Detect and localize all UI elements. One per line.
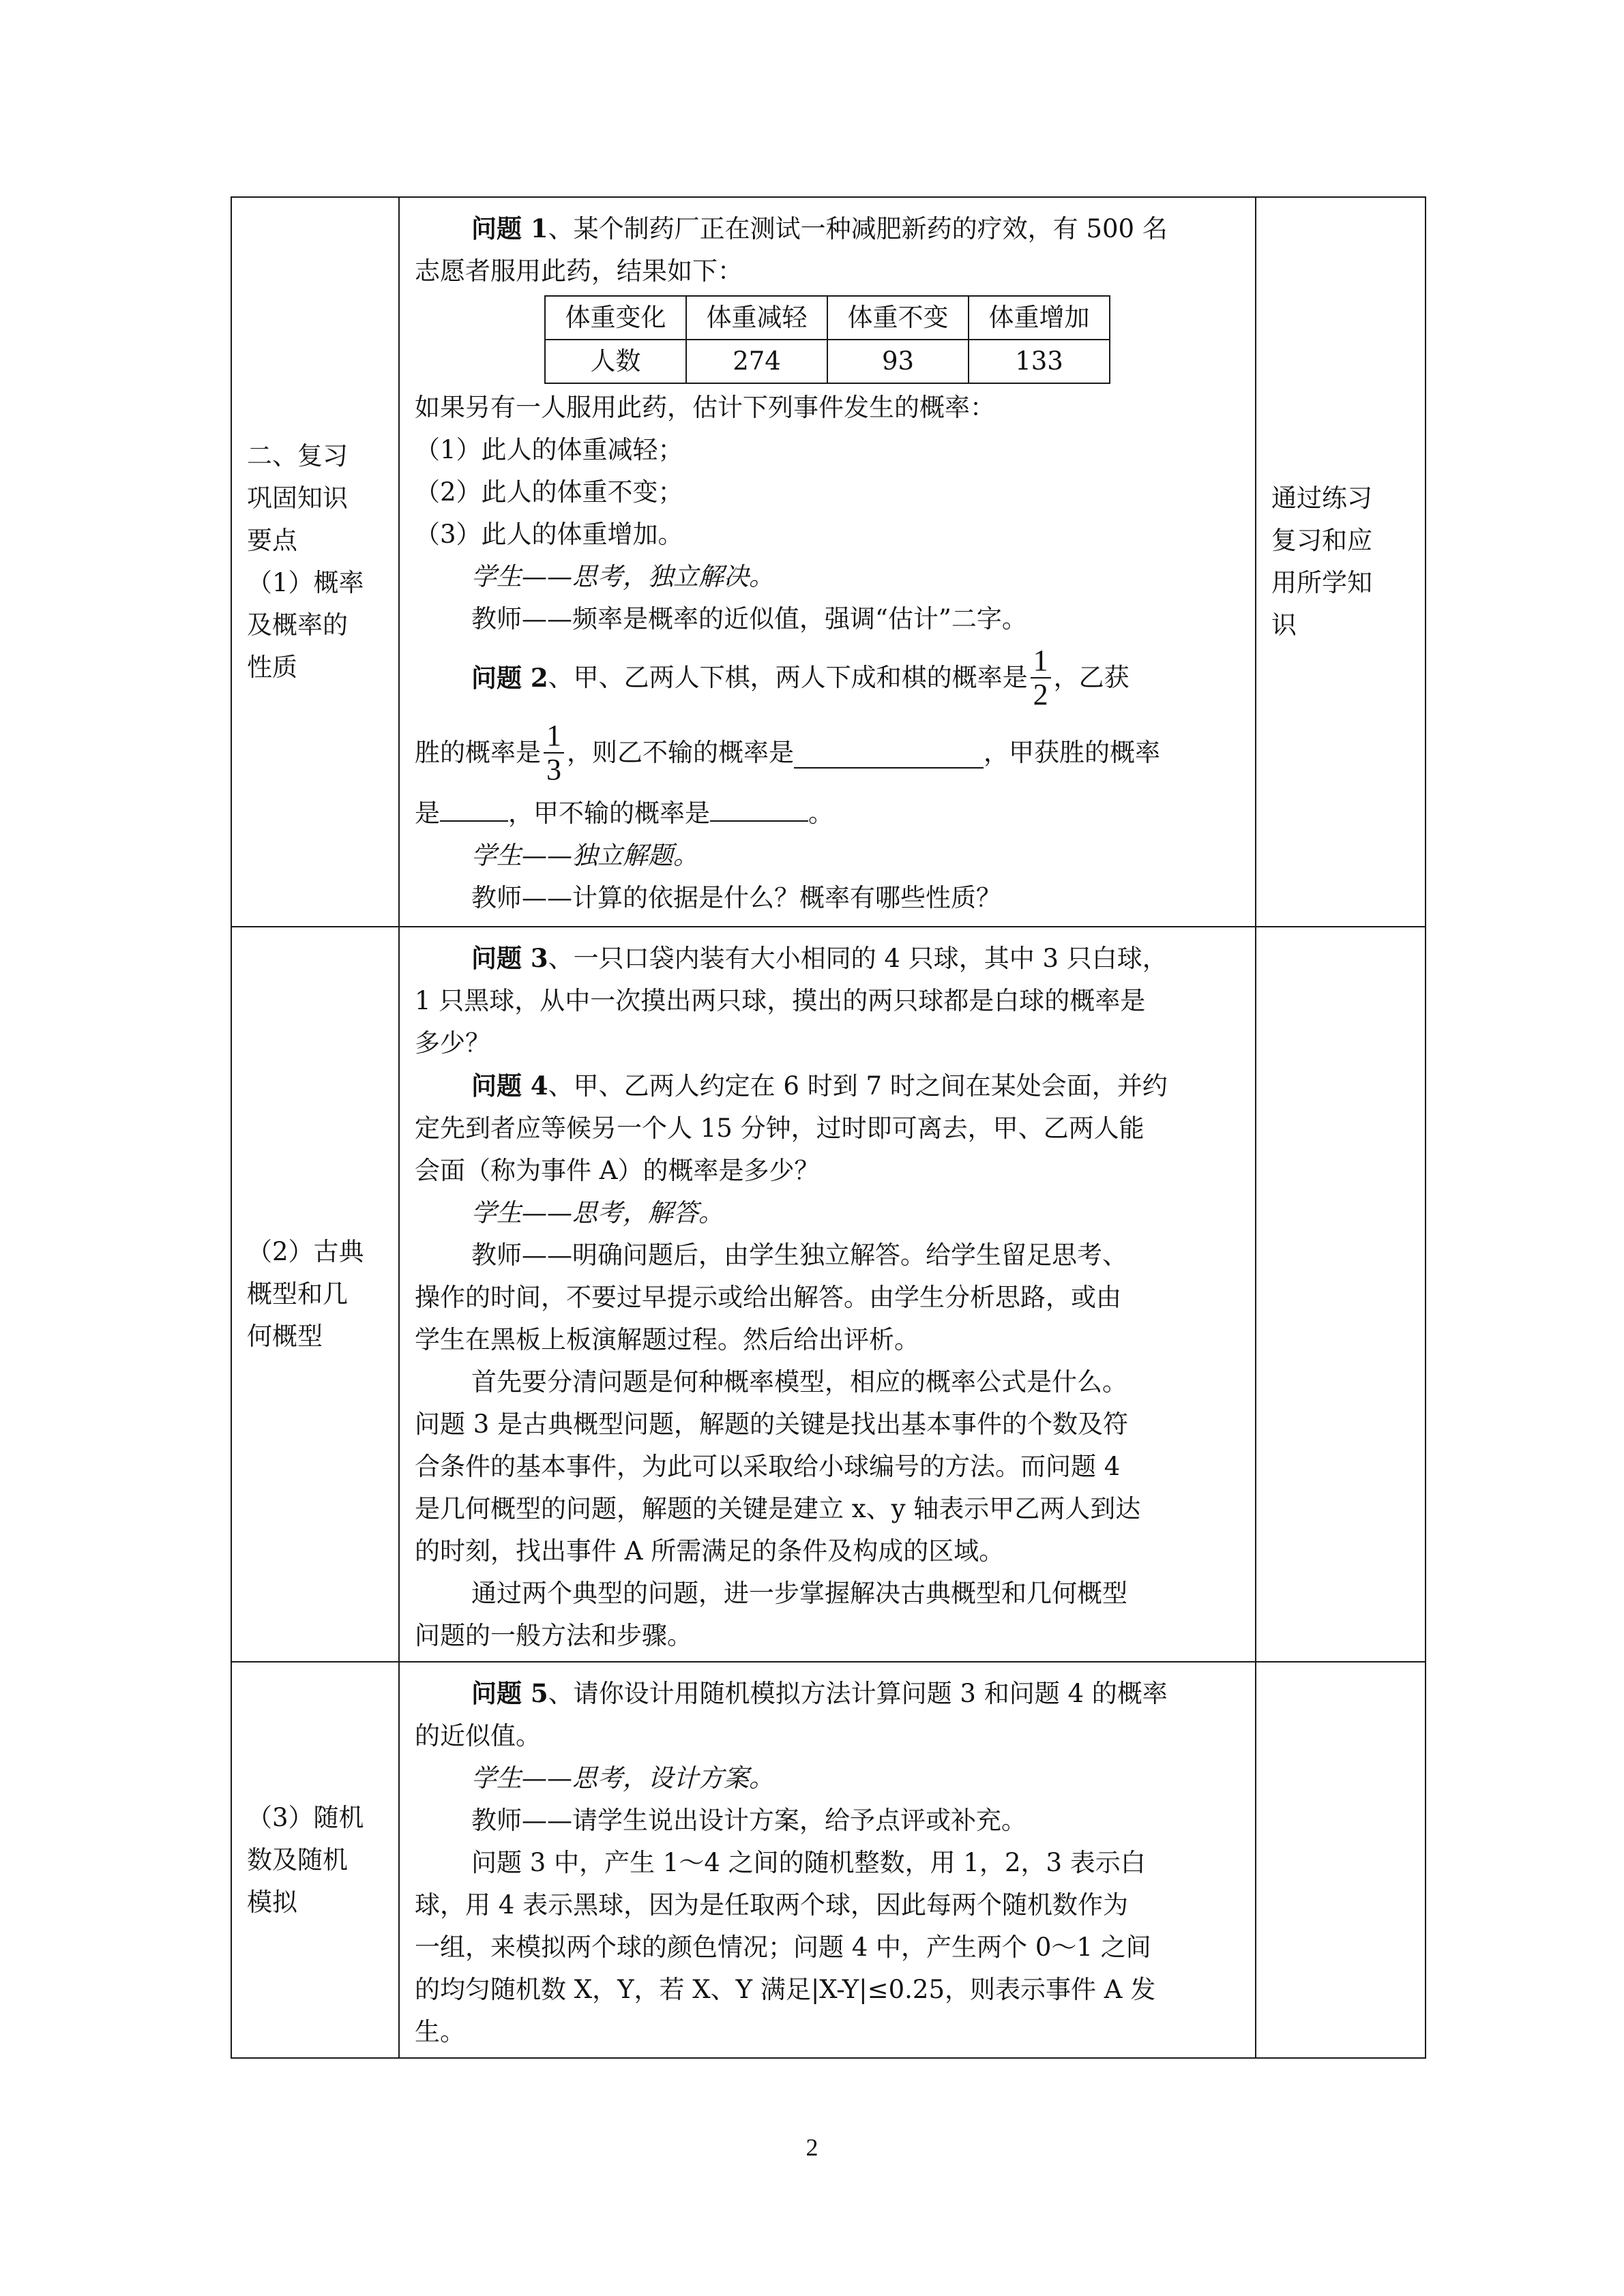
- table-row: [231, 1662, 1426, 2058]
- stage-line: 性质: [247, 653, 297, 682]
- q4-text: 、甲、乙两人约定在 6 时到 7 时之间在某处会面，并约: [548, 1071, 1168, 1101]
- q3-title: 问题 3: [471, 943, 548, 973]
- stage-line: （1）概率: [247, 568, 364, 597]
- q2-text: ，则乙不输的概率是: [567, 738, 794, 767]
- teacher-note: 学生在黑板上板演解题过程。然后给出评析。: [415, 1325, 919, 1354]
- q3-text: 、一只口袋内装有大小相同的 4 只球，其中 3 只白球，: [548, 944, 1168, 973]
- teacher-note: 教师——明确问题后，由学生独立解答。给学生留足思考、: [471, 1240, 1127, 1270]
- paragraph-line: 问题 3 中，产生 1～4 之间的随机整数，用 1，2，3 表示白: [471, 1848, 1146, 1877]
- table-cell: 274: [686, 340, 827, 383]
- student-note: 学生——思考，设计方案。: [471, 1763, 774, 1793]
- q2-line: [415, 640, 1240, 715]
- table-header: 体重增加: [969, 296, 1110, 340]
- paragraph-line: 首先要分清问题是何种概率模型，相应的概率公式是什么。: [471, 1367, 1127, 1397]
- student-note: 学生——独立解题。: [471, 841, 698, 870]
- answer-blank[interactable]: [710, 790, 808, 822]
- q2-text: 。: [808, 799, 833, 828]
- q2-title: 问题 2: [471, 663, 548, 693]
- table-row: [231, 197, 1426, 927]
- stage-line: （3）随机: [247, 1802, 364, 1832]
- q1-item: （2）此人的体重不变；: [415, 477, 683, 507]
- q2-text: 、甲、乙两人下棋，两人下成和棋的概率是: [548, 663, 1028, 692]
- q3-text: 多少？: [415, 1028, 490, 1058]
- paragraph-line: 通过两个典型的问题，进一步掌握解决古典概型和几何概型: [471, 1579, 1127, 1608]
- paragraph-line: 一组，来模拟两个球的颜色情况；问题 4 中，产生两个 0～1 之间: [415, 1933, 1151, 1962]
- fraction-one-third: $\frac{1}{3}$: [544, 719, 564, 786]
- stage-line: （2）古典: [247, 1237, 364, 1266]
- q5-title: 问题 5: [471, 1678, 548, 1708]
- goal-line: 识: [1271, 610, 1297, 640]
- lesson-plan-table: [231, 196, 1426, 2059]
- goal-line: 复习和应: [1271, 526, 1372, 555]
- answer-blank[interactable]: [440, 790, 508, 822]
- answer-blank[interactable]: [794, 737, 984, 769]
- paragraph-line: 的时刻，找出事件 A 所需满足的条件及构成的区域。: [415, 1536, 1005, 1566]
- stage-line: 巩固知识: [247, 483, 348, 513]
- page-number: 2: [806, 2134, 818, 2161]
- goal-line: 通过练习: [1271, 483, 1372, 513]
- q2-text: 是: [415, 799, 440, 828]
- paragraph-line: 的均匀随机数 X，Y，若 X、Y 满足|X-Y|≤0.25，则表示事件 A 发: [415, 1975, 1156, 2004]
- q1-line: [415, 207, 1240, 250]
- table-row: [231, 927, 1426, 1662]
- paragraph-line: 是几何概型的问题，解题的关键是建立 x、y 轴表示甲乙两人到达: [415, 1494, 1141, 1523]
- stage-line: 二、复习: [247, 441, 348, 471]
- q1-text: 志愿者服用此药，结果如下：: [415, 256, 743, 286]
- q4-text: 会面（称为事件 A）的概率是多少？: [415, 1156, 820, 1185]
- goal-line: 用所学知: [1271, 568, 1372, 597]
- q3-text: 1 只黑球，从中一次摸出两只球，摸出的两只球都是白球的概率是: [415, 986, 1146, 1015]
- teacher-note: 操作的时间，不要过早提示或给出解答。由学生分析思路，或由: [415, 1283, 1121, 1312]
- stage-line: 概型和几: [247, 1279, 348, 1309]
- content-cell: [399, 197, 1256, 927]
- weight-change-table: [544, 295, 1110, 384]
- goal-cell: [1256, 1662, 1426, 2058]
- paragraph-line: 生。: [415, 2017, 465, 2046]
- teacher-note: 教师——频率是概率的近似值，强调“估计”二字。: [471, 604, 1027, 633]
- student-note: 学生——思考，独立解决。: [471, 562, 774, 591]
- stage-line: 及概率的: [247, 610, 348, 640]
- stage-cell: [231, 927, 399, 1662]
- stage-cell: [231, 197, 399, 927]
- q5-line: [415, 1672, 1240, 1715]
- paragraph-line: 合条件的基本事件，为此可以采取给小球编号的方法。而问题 4: [415, 1452, 1121, 1481]
- q1-title: 问题 1: [471, 213, 548, 243]
- content-cell: [399, 927, 1256, 1662]
- paragraph-line: 球，用 4 表示黑球，因为是任取两个球，因此每两个随机数作为: [415, 1890, 1129, 1920]
- q4-line: [415, 1064, 1240, 1107]
- stage-line: 数及随机: [247, 1845, 348, 1875]
- q2-text: ，甲不输的概率是: [508, 799, 710, 828]
- table-header: 体重减轻: [686, 296, 827, 340]
- stage-line: 模拟: [247, 1887, 297, 1917]
- q2-line: [415, 790, 1240, 835]
- goal-cell: [1256, 927, 1426, 1662]
- q5-text: 的近似值。: [415, 1721, 541, 1750]
- fraction-one-half: $\frac{1}{2}$: [1031, 644, 1051, 711]
- stage-cell: [231, 1662, 399, 2058]
- q1-text: 如果另有一人服用此药，估计下列事件发生的概率：: [415, 393, 995, 422]
- q4-title: 问题 4: [471, 1071, 548, 1101]
- student-note: 学生——思考，解答。: [471, 1198, 724, 1227]
- teacher-note: 教师——计算的依据是什么？概率有哪些性质？: [471, 883, 1001, 912]
- table-header: 体重不变: [827, 296, 969, 340]
- table-cell: 133: [969, 340, 1110, 383]
- q2-text: 胜的概率是: [415, 738, 541, 767]
- paragraph-line: 问题 3 是古典概型问题，解题的关键是找出基本事件的个数及符: [415, 1410, 1129, 1439]
- teacher-note: 教师——请学生说出设计方案，给予点评或补充。: [471, 1806, 1027, 1835]
- q2-text: ，甲获胜的概率: [984, 738, 1160, 767]
- q1-item: （3）此人的体重增加。: [415, 520, 683, 549]
- q1-item: （1）此人的体重减轻；: [415, 435, 683, 464]
- table-cell: 93: [827, 340, 969, 383]
- q5-text: 、请你设计用随机模拟方法计算问题 3 和问题 4 的概率: [548, 1679, 1168, 1708]
- goal-cell: [1256, 197, 1426, 927]
- stage-line: 要点: [247, 526, 297, 555]
- stage-line: 何概型: [247, 1322, 323, 1351]
- table-cell: 人数: [545, 340, 686, 383]
- table-header: 体重变化: [545, 296, 686, 340]
- q2-line: [415, 715, 1240, 790]
- q1-text: 、某个制药厂正在测试一种减肥新药的疗效，有 500 名: [548, 214, 1168, 243]
- q3-line: [415, 937, 1240, 980]
- paragraph-line: 问题的一般方法和步骤。: [415, 1621, 692, 1650]
- content-cell: [399, 1662, 1256, 2058]
- q2-text: ，乙获: [1053, 663, 1130, 692]
- q4-text: 定先到者应等候另一个人 15 分钟，过时即可离去，甲、乙两人能: [415, 1114, 1145, 1143]
